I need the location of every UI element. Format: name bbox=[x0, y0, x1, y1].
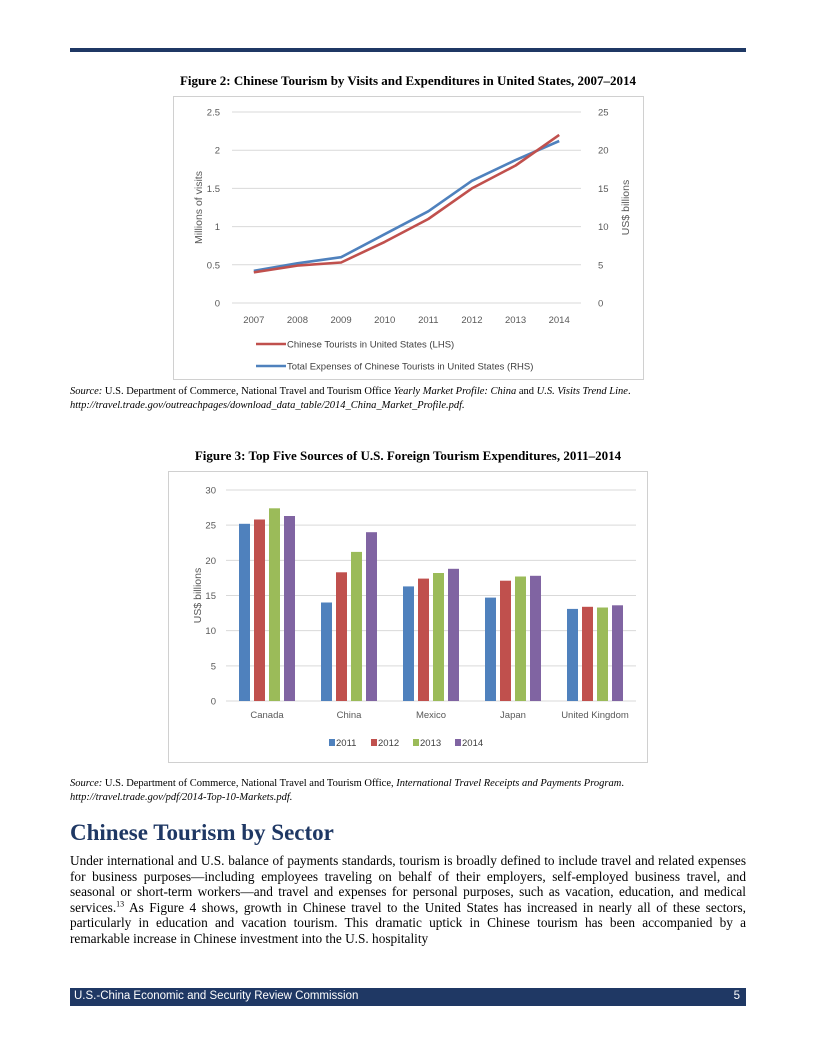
y-tick-label: 15 bbox=[205, 591, 216, 602]
figure-3-source bbox=[70, 777, 746, 804]
figure-2-chart bbox=[173, 96, 644, 380]
source-title: International Travel Receipts and Payments Program bbox=[396, 778, 622, 789]
paragraph-text: Under international and U.S. balance of payments standards, tourism is broadly defined to include travel and related expenses for business purposes—including employees traveling on behalf of their employers, self-employed business travel, and seasonal or short-term workers—and travel and expenses for personal purposes, such as vacation, education, and medical services. bbox=[70, 853, 746, 915]
page-number: 5 bbox=[733, 990, 740, 1002]
legend-swatch bbox=[329, 739, 335, 746]
y2-axis-label: US$ billions bbox=[620, 179, 632, 236]
source-text: U.S. Department of Commerce, National Travel and Tourism Office, bbox=[102, 778, 397, 789]
bar bbox=[433, 573, 444, 701]
x-tick-label: China bbox=[336, 710, 362, 721]
bar bbox=[269, 508, 280, 701]
figure-3-chart bbox=[168, 471, 648, 763]
y-tick-label: 2.5 bbox=[206, 107, 220, 119]
bar bbox=[530, 576, 541, 701]
source-text: . bbox=[621, 778, 624, 789]
x-tick-label: Mexico bbox=[415, 710, 447, 721]
y-tick-label: 2 bbox=[214, 145, 220, 157]
bar bbox=[321, 603, 332, 702]
footer-bar bbox=[70, 988, 746, 1006]
y-tick-label: 30 bbox=[205, 485, 216, 497]
x-tick-label: Canada bbox=[250, 710, 284, 721]
bar bbox=[597, 608, 608, 702]
figure-3-svg bbox=[169, 472, 647, 762]
figure-2-source bbox=[70, 385, 746, 412]
body-paragraph bbox=[70, 853, 746, 947]
x-tick-label: 2013 bbox=[504, 315, 527, 326]
bar bbox=[485, 598, 496, 701]
bar bbox=[418, 579, 429, 701]
y2-tick-label: 20 bbox=[598, 145, 609, 157]
figure-2-svg bbox=[174, 97, 643, 379]
y2-tick-label: 0 bbox=[598, 298, 604, 310]
legend-label: Total Expenses of Chinese Tourists in United States (RHS) bbox=[287, 361, 534, 373]
footnote-ref[interactable]: 13 bbox=[116, 899, 125, 909]
y-tick-label: 0.5 bbox=[206, 260, 220, 272]
paragraph-text: As Figure 4 shows, growth in Chinese travel to the United States has increased in nearly all of these sectors, particularly in education and vacation tourism. This dramatic uptick in Chinese tourism has been accompanied by a remarkable increase in Chinese investment into the U.S. hospitality bbox=[70, 899, 746, 946]
legend-label: 2013 bbox=[420, 738, 442, 749]
series-line bbox=[254, 135, 559, 273]
legend-swatch bbox=[413, 739, 419, 746]
bar bbox=[612, 605, 623, 701]
legend-label: 2012 bbox=[378, 738, 400, 749]
y-axis-label: Millions of visits bbox=[193, 171, 205, 244]
x-tick-label: 2012 bbox=[461, 315, 483, 326]
x-tick-label: 2009 bbox=[330, 315, 352, 326]
y2-tick-label: 10 bbox=[598, 222, 609, 234]
figure-2-title: Figure 2: Chinese Tourism by Visits and Expenditures in United States, 2007–2014 bbox=[179, 73, 637, 88]
source-url: http://travel.trade.gov/outreachpages/download_data_table/2014_China_Market_Profile.pdf. bbox=[70, 399, 465, 411]
source-text: U.S. Department of Commerce, National Travel and Tourism Office bbox=[102, 386, 394, 397]
legend-label: 2011 bbox=[336, 738, 357, 749]
x-tick-label: 2007 bbox=[243, 315, 265, 326]
legend-swatch bbox=[455, 739, 461, 746]
y-tick-label: 25 bbox=[205, 520, 216, 532]
x-tick-label: Japan bbox=[500, 710, 526, 721]
y-tick-label: 5 bbox=[210, 661, 216, 673]
bar bbox=[351, 552, 362, 701]
section-heading: Chinese Tourism by Sector bbox=[70, 820, 334, 845]
x-tick-label: United Kingdom bbox=[561, 710, 629, 721]
source-text: and bbox=[516, 386, 537, 397]
y-tick-label: 20 bbox=[205, 555, 216, 567]
y-axis-label: US$ billions bbox=[192, 567, 204, 624]
y2-tick-label: 15 bbox=[598, 183, 609, 195]
figure-3-title: Figure 3: Top Five Sources of U.S. Foreign Tourism Expenditures, 2011–2014 bbox=[194, 448, 622, 463]
y-tick-label: 1 bbox=[214, 222, 220, 234]
x-tick-label: 2008 bbox=[286, 315, 309, 326]
bar bbox=[284, 516, 295, 701]
y2-tick-label: 5 bbox=[598, 260, 604, 272]
y-tick-label: 10 bbox=[205, 626, 216, 638]
bar bbox=[336, 572, 347, 701]
source-title: U.S. Visits Trend Line bbox=[536, 386, 628, 397]
bar bbox=[515, 577, 526, 702]
legend-label: Chinese Tourists in United States (LHS) bbox=[287, 339, 455, 351]
source-label: Source: bbox=[70, 386, 103, 397]
bar bbox=[366, 532, 377, 701]
y-tick-label: 1.5 bbox=[206, 183, 220, 195]
bar bbox=[567, 609, 578, 701]
bar bbox=[500, 581, 511, 701]
x-tick-label: 2011 bbox=[418, 315, 439, 326]
x-tick-label: 2010 bbox=[374, 315, 396, 326]
bar bbox=[403, 586, 414, 701]
source-label: Source: bbox=[70, 778, 103, 789]
source-title: Yearly Market Profile: China bbox=[393, 386, 517, 397]
source-text: . bbox=[627, 386, 631, 397]
y2-tick-label: 25 bbox=[598, 107, 609, 119]
y-tick-label: 0 bbox=[210, 696, 216, 708]
bar bbox=[254, 520, 265, 702]
legend-label: 2014 bbox=[462, 738, 484, 749]
y-tick-label: 0 bbox=[214, 298, 220, 310]
bar bbox=[448, 569, 459, 701]
top-rule bbox=[70, 48, 746, 52]
legend-swatch bbox=[371, 739, 377, 746]
footer-org: U.S.-China Economic and Security Review Commission bbox=[74, 990, 359, 1002]
source-url: http://travel.trade.gov/pdf/2014-Top-10-Markets.pdf. bbox=[70, 791, 293, 803]
bar bbox=[239, 524, 250, 701]
bar bbox=[582, 607, 593, 701]
series-line bbox=[254, 141, 559, 271]
x-tick-label: 2014 bbox=[548, 315, 570, 326]
